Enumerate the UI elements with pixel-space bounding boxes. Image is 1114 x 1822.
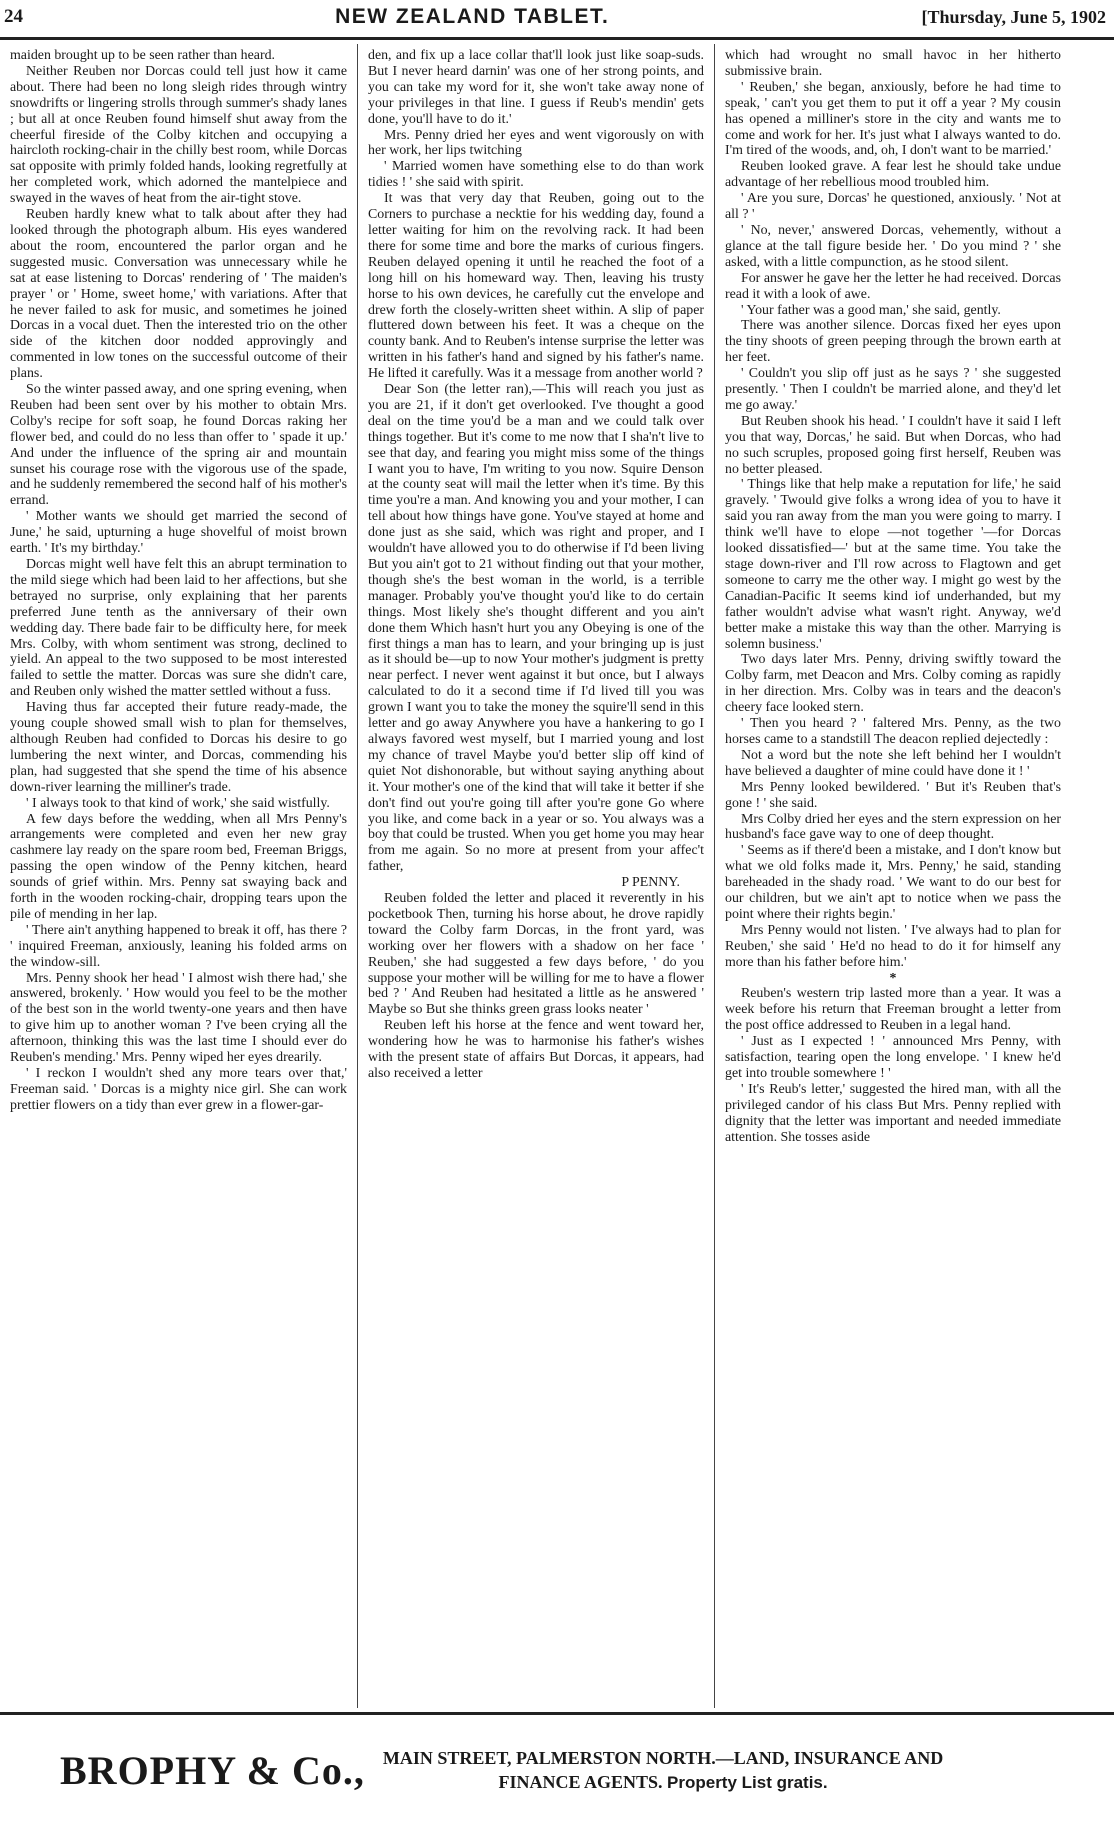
paragraph: which had wrought no small havoc in her hitherto submissive brain. [725, 48, 1061, 79]
paragraph: ' Things like that help make a reputation for life,' he said gravely. ' Twould give folks a wrong idea of you to have it said you ran away from the man you were going to marry. I think we'll have to elope —not together '—for Dorcas looked dissatisfied—' but at the same time. You take the stage down-river and I'll row across to Flagtown and get someone to carry me the other way. I might go west by the Canadian-Pacific It seems kind iof underhanded, but my father wouldn't advise what wasn't right. Anyway, we'd better make a mistake this way than the other. Marrying is solemn business.' [725, 477, 1061, 652]
paragraph: A few days before the wedding, when all Mrs Penny's arrangements were completed and even her new gray cashmere lay ready on the spare room bed, Freeman Briggs, passing the open window of the Penny kitchen, heard sounds of grief within. Mrs. Penny sat swaying back and forth in the wooden rocking-chair, dropping tears upon the pile of mending in her lap. [10, 811, 347, 922]
advert-line-2 [383, 1770, 943, 1795]
page-number: 24 [4, 6, 23, 27]
paragraph: ' No, never,' answered Dorcas, vehemently, without a glance at the tall figure beside her. ' Do you mind ? ' she asked, with a little compunction, as he stood silent. [725, 222, 1061, 270]
advert-line-1: MAIN STREET, PALMERSTON NORTH.—LAND, INSURANCE AND [382, 1747, 944, 1768]
paragraph: ' There ain't anything happened to break it off, has there ? ' inquired Freeman, anxiously, leaning his folded arms on the window-sill. [10, 922, 347, 970]
paragraph: ' Reuben,' she began, anxiously, before he had time to speak, ' can't you get them to put it off a year ? My cousin has opened a milliner's store in the city and wants me to come and work for her. It's just what I always wanted to do. I'm tired of the woods, and, oh, I don't want to be married.' [725, 79, 1061, 159]
paragraph: Reuben folded the letter and placed it reverently in his pocketbook Then, turning his horse about, he drove rapidly toward the Colby farm Dorcas, in the front yard, was working over her flowers with a shadow on her face ' Reuben,' she had suggested a few days before, ' do you suppose your mother will be willing for me to have a flower bed ? ' And Reuben had hesitated a little as he answered ' Maybe so But she thinks green grass looks neater ' [368, 891, 704, 1018]
paragraph: P PENNY. [621, 875, 680, 891]
header-rule [0, 37, 1114, 40]
paragraph: Mrs Penny would not listen. ' I've always had to plan for Reuben,' she said ' He'd no head to do it for himself any more than his father before him.' [725, 922, 1061, 970]
paragraph: Dear Son (the letter ran),—This will reach you just as you are 21, if it don't get overlooked. I've thought a good deal on the time you'd be a man and we could talk over things together. But it's come to me now that I sha'n't live to see that day, and fearing you might miss some of the things I want you to have, I'm writing to you now. Squire Denson at the county seat will mail the letter when it's time. By this time you're a man. And knowing you and your mother, I can tell about how things have gone. You've stayed at home and done just as she said, which was right and proper, and I wouldn't have allowed you to do otherwise if I'd been living But you ain't got to 21 without finding out that your mother, though she's the best woman in the world, is a terrible manager. Probably you've thought you'd like to do certain things. Most likely she's thought different and you ain't done them Which hasn't hurt you any Obeying is one of the first things a man has to learn, and your bringing up is just as it should be—up to now Your mother's judgment is pretty near perfect. I never went against it but once, but I always calculated to do it a second time if I'd lived till you was grown I want you to take the money the squire'll send in this letter and go away Anywhere you have a hankering to go I always favored west myself, but I married young and lost my chance of travel Maybe you'd better slip off kind of quiet Not dishonorable, but without saying anything about it. Your mother's one of the kind that will take it better if she don't find out you're going till after you're gone Go where you like, and come back in a year or so. You always was a boy that could be trusted. When you get home you may hear from me again. So no more at present from your affec't father, [368, 382, 704, 875]
paragraph: Neither Reuben nor Dorcas could tell just how it came about. There had been no long sleigh rides through wintry snowdrifts or lingering strolls through summer's shady lanes ; but all at once Reuben found himself shut away from the cheerful fireside of the Colby kitchen and occupying a haircloth rocking-chair in the chilly best room, while Dorcas sat opposite with primly folded hands, looking regretfully at her completed work, which adorned the mantelpiece and swayed in the waves of heat from the air-tight stove. [10, 63, 347, 207]
paragraph: ' Are you sure, Dorcas' he questioned, anxiously. ' Not at all ? ' [725, 191, 1061, 223]
column-1 [0, 44, 357, 1708]
paragraph: So the winter passed away, and one spring evening, when Reuben had been sent over by his mother to obtain Mrs. Colby's recipe for soft soap, he found Dorcas raking her flower bed, and could do no less than offer to ' spade it up.' And under the influence of the spring air and mountain sunset his courage rose with the vigorous use of the spade, and he suddenly remembered the second half of his mother's errand. [10, 382, 347, 509]
paragraph: ' I reckon I wouldn't shed any more tears over that,' Freeman said. ' Dorcas is a mighty nice girl. She can work prettier flowers on a tidy than ever grew in a flower-gar- [10, 1066, 347, 1113]
paragraph: Reuben left his horse at the fence and went toward her, wondering how he was to harmonise his father's wishes with the present state of affairs But Dorcas, it appears, had also received a letter [368, 1018, 704, 1081]
paragraph: ' It's Reub's letter,' suggested the hired man, with all the privileged candor of his class But Mrs. Penny replied with dignity that the letter was important and needed immediate attention. She tosses aside [725, 1081, 1061, 1145]
paragraph: ' Then you heard ? ' faltered Mrs. Penny, as the two horses came to a standstill The deacon replied dejectedly : [725, 716, 1061, 747]
advertisement-footer [0, 1722, 1114, 1818]
masthead-title: NEW ZEALAND TABLET. [335, 5, 610, 28]
paragraph: ' Just as I expected ! ' announced Mrs Penny, with satisfaction, tearing open the long envelope. ' I knew he'd get into trouble somewhere ! ' [725, 1034, 1061, 1081]
paragraph: Reuben's western trip lasted more than a year. It was a week before his return that Freeman brought a letter from the post office addressed to Reuben in a legal hand. [725, 986, 1061, 1034]
paragraph: ' Mother wants we should get married the second of June,' he said, upturning a huge shovelful of moist brown earth. ' It's my birthday.' [10, 509, 347, 557]
paragraph: Mrs Penny looked bewildered. ' But it's Reuben that's gone ! ' she said. [725, 779, 1061, 811]
paragraph: Mrs Colby dried her eyes and the stern expression on her husband's face gave way to one of deep thought. [725, 811, 1061, 843]
paragraph: * [889, 970, 897, 986]
paragraph: There was another silence. Dorcas fixed her eyes upon the tiny shoots of green peeping through the brown earth at her feet. [725, 318, 1061, 366]
paragraph: ' Couldn't you slip off just as he says ? ' she suggested presently. ' Then I couldn't be married alone, and they'd let me go away.' [725, 366, 1061, 413]
paragraph: For answer he gave her the letter he had received. Dorcas read it with a look of awe. [725, 270, 1061, 302]
paragraph: Dorcas might well have felt this an abrupt termination to the mild siege which had been laid to her affections, but she betrayed no surprise, only explaining that her parents preferred June tenth as the anniversary of their own wedding day. There bade fair to be difficulty here, for meek Mrs. Colby, with whom sentiment was strong, declined to yield. An appeal to the two supposed to be most interested failed to settle the matter. Dorcas was sure she didn't care, and Reuben only wished the matter settled without a fuss. [10, 557, 347, 700]
paragraph: ' Your father was a good man,' she said, gently. [741, 302, 1001, 318]
paragraph: Not a word but the note she left behind her I wouldn't have believed a daughter of mine could have done it ! ' [725, 747, 1061, 779]
issue-date: [Thursday, June 5, 1902 [921, 6, 1106, 27]
column-3 [714, 44, 1071, 1708]
paragraph: Reuben hardly knew what to talk about after they had looked through the photograph album. His eyes wandered about the room, encountered the parlor organ and he suggested music. Conversation was unnecessary while he sat at ease listening to Dorcas' rendering of ' The maiden's prayer ' or ' Home, sweet home,' with variations. After that he never failed to ask for music, and sometimes he joined Dorcas in a vocal duet. Then the interested trio on the other side of the kitchen door nodded approvingly and commented in low tones on the successful outcome of their plans. [10, 207, 347, 382]
paragraph: Mrs. Penny dried her eyes and went vigorously on with her work, her lips twitching [368, 127, 704, 159]
advertiser-name: BROPHY & Co., [60, 1747, 365, 1793]
paragraph: Mrs. Penny shook her head ' I almost wish there had,' she answered, brokenly. ' How would you feel to be the mother of the best son in the world twenty-one years and then have to give him up to another woman ? I've been crying all the afternoon, thinking this was the last time I should ever do Reuben's mending.' Mrs. Penny wiped her eyes drearily. [10, 970, 347, 1066]
advertiser-details [383, 1746, 943, 1795]
page-header [0, 0, 1114, 34]
paragraph: It was that very day that Reuben, going out to the Corners to purchase a necktie for his wedding day, found a letter waiting for him on the revolving rack. It had been there for some time and bore the marks of curious fingers. Reuben delayed opening it until he reached the foot of a long hill on his homeward way. Then, leaving his trusty horse to his own devices, he carefully cut the envelope and drew forth the closely-written sheet within. A slip of paper fluttered down between his feet. It was a cheque on the county bank. And to Reuben's intense surprise the letter was written in his father's hand and signed by his father's name. He lifted it carefully. Was it a message from another world ? [368, 191, 704, 382]
paragraph: Having thus far accepted their future ready-made, the young couple showed small wish to plan for themselves, although Reuben had confided to Dorcas his desire to go lumbering the next winter, and Dorcas, commending his plan, had suggested that she spend the time of his absence down-river learning the milliner's trade. [10, 700, 347, 795]
paragraph: ' Seems as if there'd been a mistake, and I don't know but what we old folks made it, Mrs. Penny,' he said, standing bareheaded in the shady road. ' We want to do our best for our children, but we ain't apt to notice when we pass the point where their rights begin.' [725, 843, 1061, 922]
paragraph: ' I always took to that kind of work,' she said wistfully. [26, 795, 330, 811]
paragraph: ' Married women have something else to do than work tidies ! ' she said with spirit. [368, 159, 704, 191]
paragraph: Two days later Mrs. Penny, driving swiftly toward the Colby farm, met Deacon and Mrs. Colby coming as rapidly in her direction. Mrs. Colby was in tears and the deacon's cheery face looked stern. [725, 652, 1061, 716]
paragraph: Reuben looked grave. A fear lest he should take undue advantage of her rebellious mood troubled him. [725, 159, 1061, 191]
footer-rule [0, 1712, 1114, 1715]
article-columns [0, 44, 1114, 1708]
paragraph: maiden brought up to be seen rather than heard. [10, 48, 275, 63]
advert-property-list: Property List gratis. [667, 1772, 828, 1792]
paragraph: But Reuben shook his head. ' I couldn't have it said I left you that way, Dorcas,' he said. But when Dorcas, who had no such scruples, proposed going first herself, Reuben was no better pleased. [725, 413, 1061, 477]
paragraph: den, and fix up a lace collar that'll look just like soap-suds. But I never heard darnin' was one of her strong points, and you can take my word for it, she won't take away none of your privileges in that line. I guess if Reub's mendin' gets done, you'll have to do it.' [368, 48, 704, 127]
column-2 [357, 44, 714, 1708]
advert-finance: FINANCE AGENTS. [498, 1771, 663, 1792]
